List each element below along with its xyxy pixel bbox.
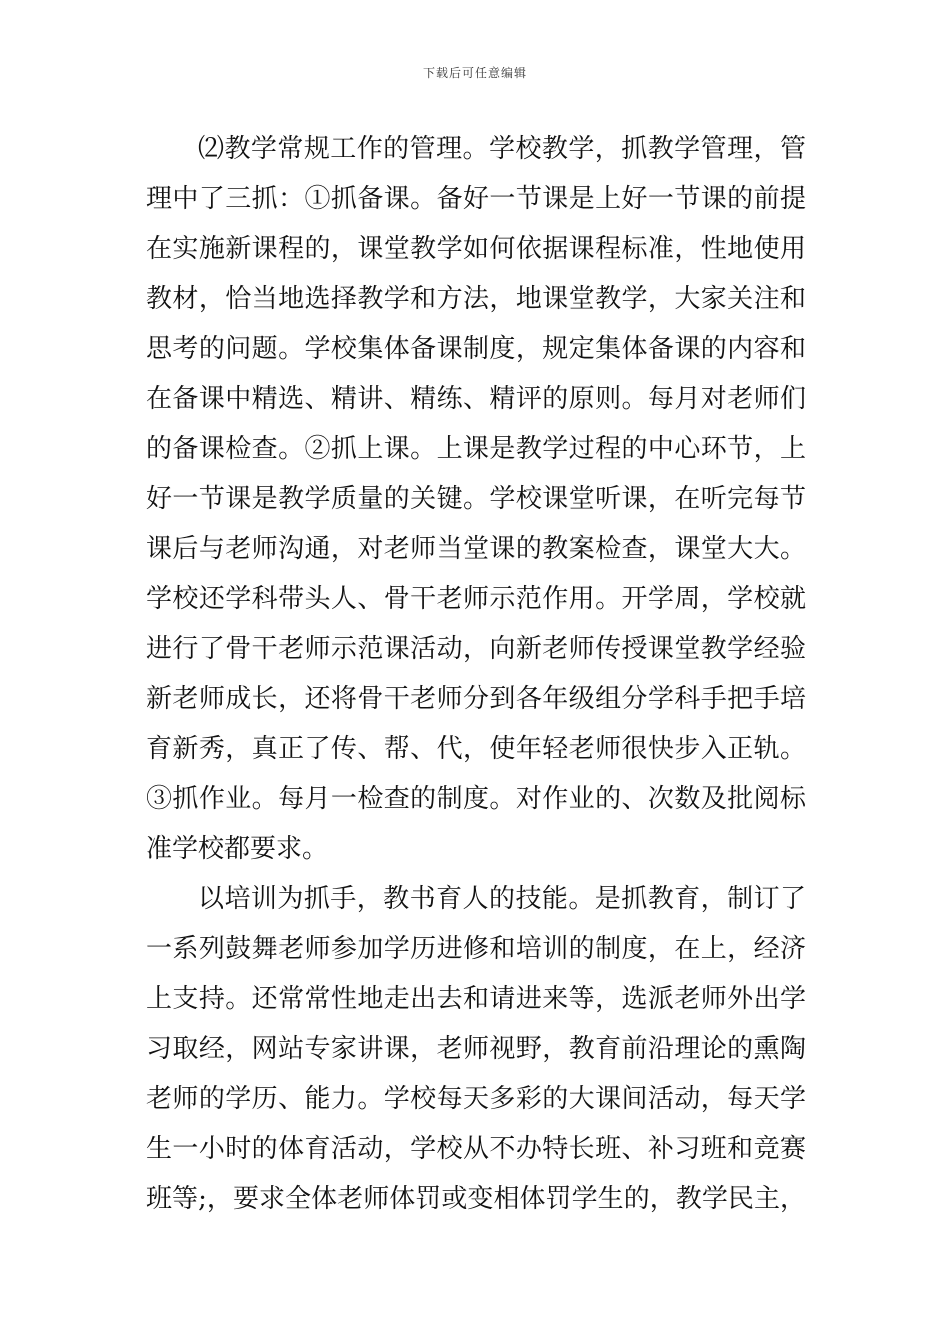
paragraph-2-line-4: 习取经，网站专家讲课，老师视野，教育前沿理论的熏陶 <box>146 1034 806 1064</box>
paragraph-2-line-1: 以培训为抓手，教书育人的技能。是抓教育，制订了 <box>198 884 806 914</box>
document-body <box>146 124 806 1224</box>
paragraph-1-line-10: 学校还学科带头人、骨干老师示范作用。开学周，学校就 <box>146 584 806 614</box>
paragraph-1-line-12: 新老师成长，还将骨干老师分到各年级组分学科手把手培 <box>146 684 806 714</box>
paragraph-1-line-13: 育新秀，真正了传、帮、代，使年轻老师很快步入正轨。 <box>146 734 806 764</box>
page-header: 下载后可任意编辑 <box>422 66 527 80</box>
paragraph-2-line-2: 一系列鼓舞老师参加学历进修和培训的制度，在上，经济 <box>146 934 806 964</box>
paragraph-1-line-14: ③抓作业。每月一检查的制度。对作业的、次数及批阅标 <box>146 784 806 814</box>
paragraph-2-line-6: 生一小时的体育活动，学校从不办特长班、补习班和竞赛 <box>146 1134 806 1164</box>
paragraph-1-line-1: ⑵教学常规工作的管理。学校教学，抓教学管理，管 <box>198 134 806 164</box>
paragraph-1-line-9: 课后与老师沟通，对老师当堂课的教案检查，课堂大大。 <box>146 534 806 564</box>
paragraph-1-line-15: 准学校都要求。 <box>146 834 329 864</box>
paragraph-1-line-5: 思考的问题。学校集体备课制度，规定集体备课的内容和 <box>146 334 806 364</box>
paragraph-1-line-6: 在备课中精选、精讲、精练、精评的原则。每月对老师们 <box>146 384 806 414</box>
paragraph-1-line-2: 理中了三抓：①抓备课。备好一节课是上好一节课的前提 <box>146 184 806 214</box>
paragraph-1-line-4: 教材，恰当地选择教学和方法，地课堂教学，大家关注和 <box>146 284 806 314</box>
paragraph-1-line-11: 进行了骨干老师示范课活动，向新老师传授课堂教学经验 <box>146 634 806 664</box>
paragraph-2-line-5: 老师的学历、能力。学校每天多彩的大课间活动，每天学 <box>146 1084 806 1114</box>
paragraph-1-line-7: 的备课检查。②抓上课。上课是教学过程的中心环节，上 <box>146 434 806 464</box>
paragraph-1-line-8: 好一节课是教学质量的关键。学校课堂听课，在听完每节 <box>146 484 806 514</box>
paragraph-2-line-3: 上支持。还常常性地走出去和请进来等，选派老师外出学 <box>146 984 806 1014</box>
paragraph-2-line-7: 班等;，要求全体老师体罚或变相体罚学生的，教学民主， <box>146 1184 806 1214</box>
paragraph-1-line-3: 在实施新课程的，课堂教学如何依据课程标准，性地使用 <box>146 234 806 264</box>
